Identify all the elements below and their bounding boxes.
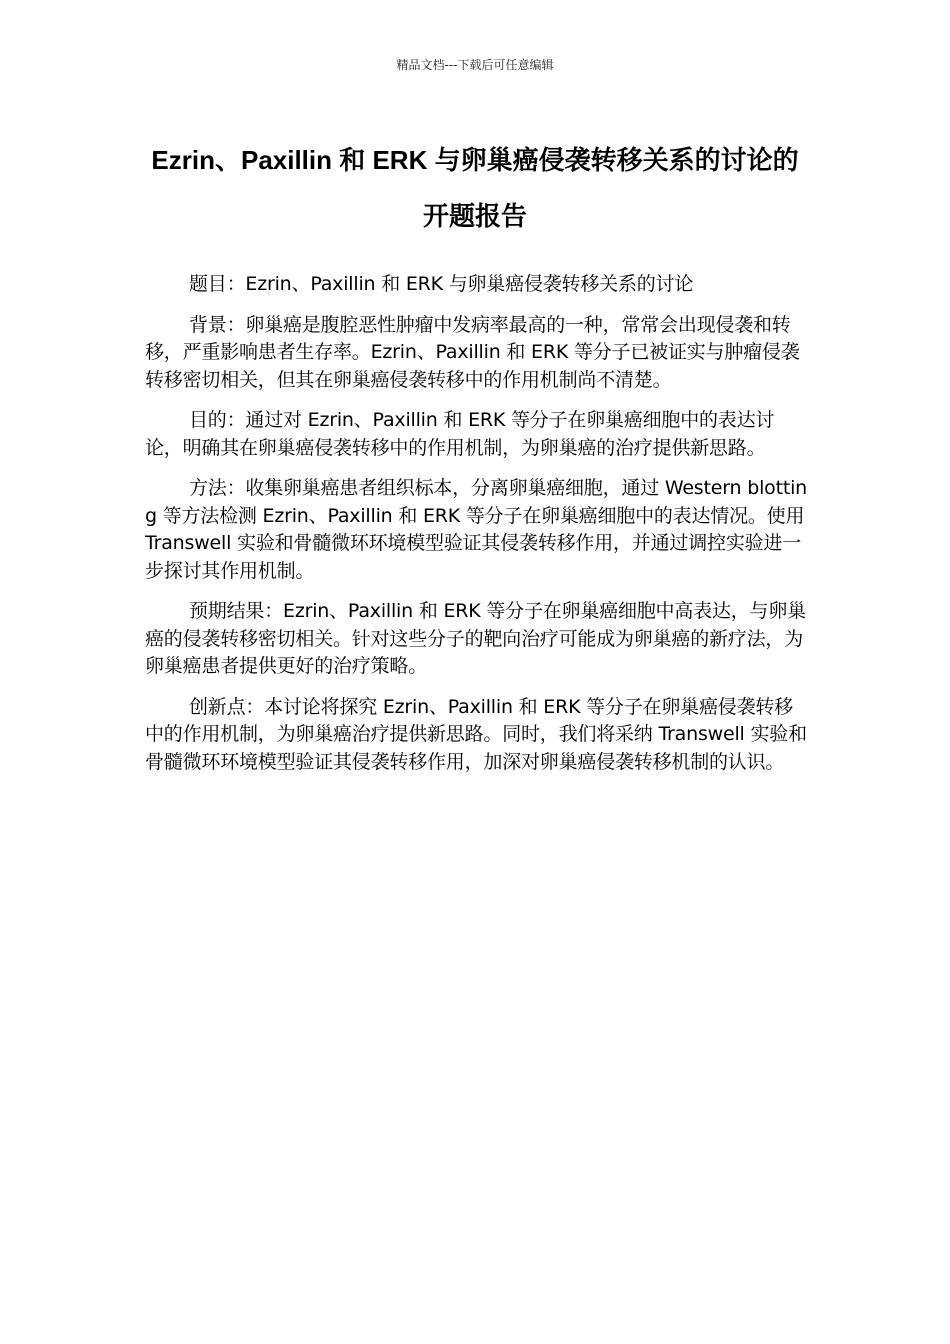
section-purpose [145,407,809,462]
section-topic [145,271,809,299]
section-methods [145,475,809,585]
section-methods-label: 方法： [189,477,246,499]
page-header: 精品文档---下载后可任意编辑 [396,58,554,72]
section-background-label: 背景： [189,313,246,336]
section-topic-text: Ezrin、Paxillin 和 ERK 与卵巢癌侵袭转移关系的讨论 [245,273,694,295]
section-methods-text: 收集卵巢癌患者组织标本，分离卵巢癌细胞，通过 Western blotting 等方法检测 Ezrin、Paxillin 和 ERK 等分子在卵巢癌细胞中的表达情况。使用 Transwell 实验和骨髓微环环境模型验证其侵袭转移作用，并通过调控实验进一步探讨其作用机制。 [145,477,807,582]
section-expected-results-label: 预期结果： [189,600,284,622]
document-body [145,271,809,789]
section-expected-results [145,598,809,681]
section-topic-label: 题目： [189,273,246,295]
document-title: Ezrin、Paxillin 和 ERK 与卵巢癌侵袭转移关系的讨论的开题报告 [151,145,799,231]
section-background [145,312,809,395]
section-purpose-text: 通过对 Ezrin、Paxillin 和 ERK 等分子在卵巢癌细胞中的表达讨论，明确其在卵巢癌侵袭转移中的作用机制，为卵巢癌的治疗提供新思路。 [145,409,775,459]
section-background-text: 卵巢癌是腹腔恶性肿瘤中发病率最高的一种，常常会出现侵袭和转移，严重影响患者生存率。Ezrin、Paxillin 和 ERK 等分子已被证实与肿瘤侵袭转移密切相关，但其在卵巢癌侵袭转移中的作用机制尚不清楚。 [145,313,800,391]
section-innovation-text: 本讨论将探究 Ezrin、Paxillin 和 ERK 等分子在卵巢癌侵袭转移中的作用机制，为卵巢癌治疗提供新思路。同时，我们将采纳 Transwell 实验和骨髓微环环境模型验证其侵袭转移作用，加深对卵巢癌侵袭转移机制的认识。 [145,695,807,773]
section-innovation-label: 创新点： [189,695,265,718]
section-purpose-label: 目的： [189,409,246,431]
section-expected-results-text: Ezrin、Paxillin 和 ERK 等分子在卵巢癌细胞中高表达，与卵巢癌的侵袭转移密切相关。针对这些分子的靶向治疗可能成为卵巢癌的新疗法，为卵巢癌患者提供更好的治疗策略。 [145,600,806,677]
section-innovation [145,694,809,777]
